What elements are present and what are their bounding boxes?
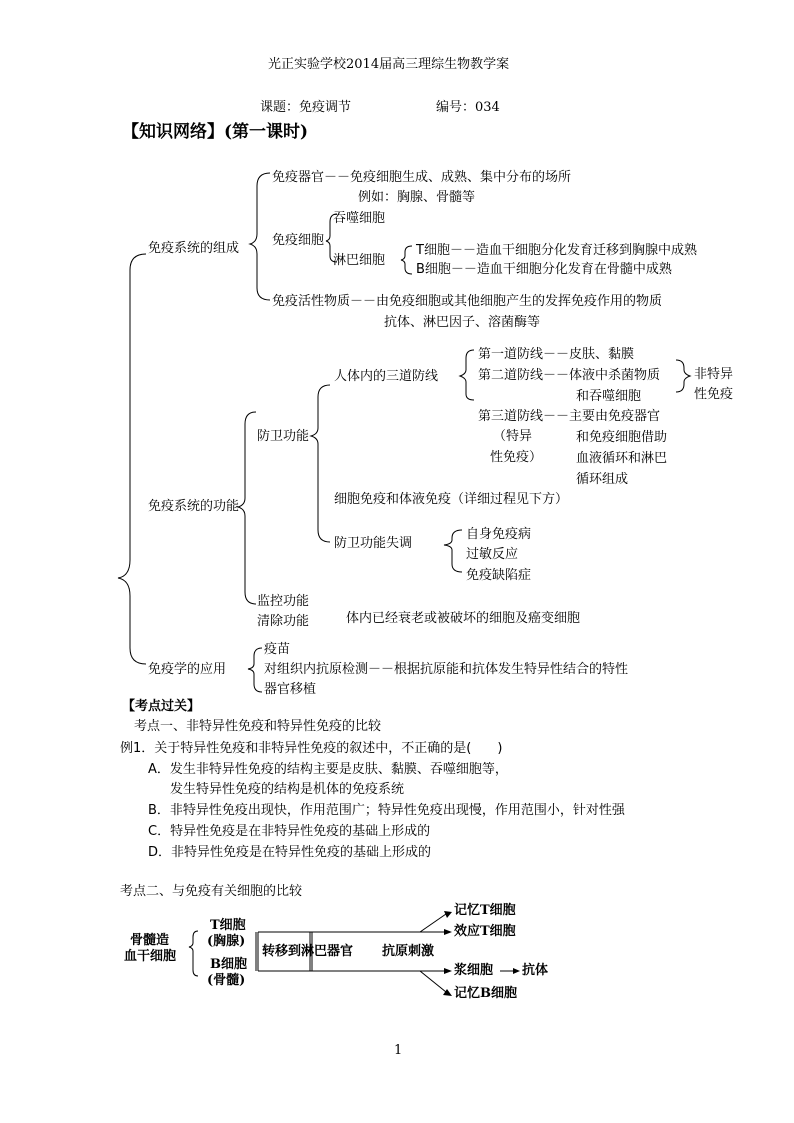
diagram-t-origin: (胸腺) — [207, 934, 246, 949]
section-title-network: 【知识网络】(第一课时) — [122, 122, 309, 142]
diagram-stimulus: 抗原刺激 — [382, 944, 435, 959]
t-cell-desc: T细胞－－造血干细胞分化发育迁移到胸腺中成熟 — [416, 243, 697, 258]
defense-disorder: 防卫功能失调 — [334, 536, 413, 551]
line1: 第一道防线－－皮肤、黏膜 — [478, 347, 635, 362]
application-label: 免疫学的应用 — [148, 662, 227, 677]
composition-label: 免疫系统的组成 — [148, 241, 240, 256]
line3-c: 和免疫细胞借助 — [576, 430, 668, 445]
option-a-line2: 发生特异性免疫的结构是机体的免疫系统 — [170, 782, 405, 797]
diagram-plasma: 浆细胞 — [454, 963, 494, 978]
option-c: C．特异性免疫是在非特异性免疫的基础上形成的 — [148, 824, 431, 839]
disorder-2: 过敏反应 — [466, 547, 519, 562]
immune-organs: 免疫器官－－免疫细胞生成、成熟、集中分布的场所 — [272, 170, 572, 185]
function-label: 免疫系统的功能 — [148, 499, 240, 514]
section-title-exam: 【考点过关】 — [122, 699, 201, 714]
monitor-function: 监控功能 — [257, 594, 310, 609]
b-cell-desc: B细胞－－造血干细胞分化发育在骨髓中成熟 — [416, 262, 672, 277]
defense-function: 防卫功能 — [257, 429, 310, 444]
organ-transplant: 器官移植 — [264, 682, 317, 697]
line2-cont: 和吞噬细胞 — [576, 389, 642, 404]
diagram-source-2: 血干细胞 — [124, 949, 177, 964]
exam-point-2: 考点二、与免疫有关细胞的比较 — [120, 884, 303, 899]
diagram-memory-b: 记忆B细胞 — [454, 986, 517, 1001]
lymphocyte: 淋巴细胞 — [333, 253, 386, 268]
line3-d: 血液循环和淋巴 — [576, 451, 668, 466]
line3: 第三道防线－－主要由免疫器官 — [478, 409, 661, 424]
diagram-memory-t: 记忆T细胞 — [454, 903, 516, 918]
disorder-3: 免疫缺陷症 — [466, 568, 532, 583]
organs-example: 例如：胸腺、骨髓等 — [358, 190, 476, 205]
phagocyte: 吞噬细胞 — [333, 211, 386, 226]
number-label: 编号：034 — [436, 100, 500, 115]
vaccine: 疫苗 — [264, 642, 291, 657]
diagram-source-1: 骨髓造 — [130, 933, 170, 948]
example-1: 例1．关于特异性免疫和非特异性免疫的叙述中，不正确的是( ) — [120, 741, 503, 756]
page-number: 1 — [394, 1043, 403, 1058]
exam-point-1: 考点一、非特异性免疫和特异性免疫的比较 — [134, 719, 382, 734]
option-b: B．非特异性免疫出现快，作用范围广；特异性免疫出现慢，作用范围小，针对性强 — [148, 803, 625, 818]
monitor-desc: 体内已经衰老或被破坏的细胞及癌变细胞 — [346, 611, 581, 626]
option-a-line1: A．发生非特异性免疫的结构主要是皮肤、黏膜、吞噬细胞等， — [148, 762, 508, 777]
diagram-b-origin: (骨髓) — [207, 973, 246, 988]
line3-b: 性免疫） — [490, 450, 543, 465]
diagram-antibody: 抗体 — [522, 963, 549, 978]
topic-label: 课题：免疫调节 — [260, 100, 352, 115]
option-d: D．非特异性免疫是在特异性免疫的基础上形成的 — [148, 845, 432, 860]
diagram-t-cell: T细胞 — [210, 918, 246, 933]
nonspecific-2: 性免疫 — [694, 387, 734, 402]
school-title: 光正实验学校2014届高三理综生物教学案 — [268, 57, 510, 72]
line2: 第二道防线－－体液中杀菌物质 — [478, 368, 661, 383]
line3-a: （特异 — [493, 429, 533, 444]
three-lines: 人体内的三道防线 — [334, 369, 439, 384]
immune-cells: 免疫细胞 — [272, 233, 325, 248]
clear-function: 清除功能 — [257, 614, 310, 629]
diagram-effector-t: 效应T细胞 — [454, 924, 516, 939]
active-substances: 免疫活性物质－－由免疫细胞或其他细胞产生的发挥免疫作用的物质 — [272, 294, 663, 309]
disorder-1: 自身免疫病 — [466, 527, 532, 542]
nonspecific-1: 非特异 — [694, 367, 734, 382]
diagram-transfer: 转移到淋巴器官 — [262, 944, 354, 959]
diagram-b-cell: B细胞 — [210, 957, 247, 972]
line3-e: 循环组成 — [576, 472, 629, 487]
substances-list: 抗体、淋巴因子、溶菌酶等 — [384, 315, 541, 330]
antigen-detection: 对组织内抗原检测－－根据抗原能和抗体发生特异性结合的特性 — [264, 662, 629, 677]
cell-humoral: 细胞免疫和体液免疫（详细过程见下方） — [334, 492, 569, 507]
